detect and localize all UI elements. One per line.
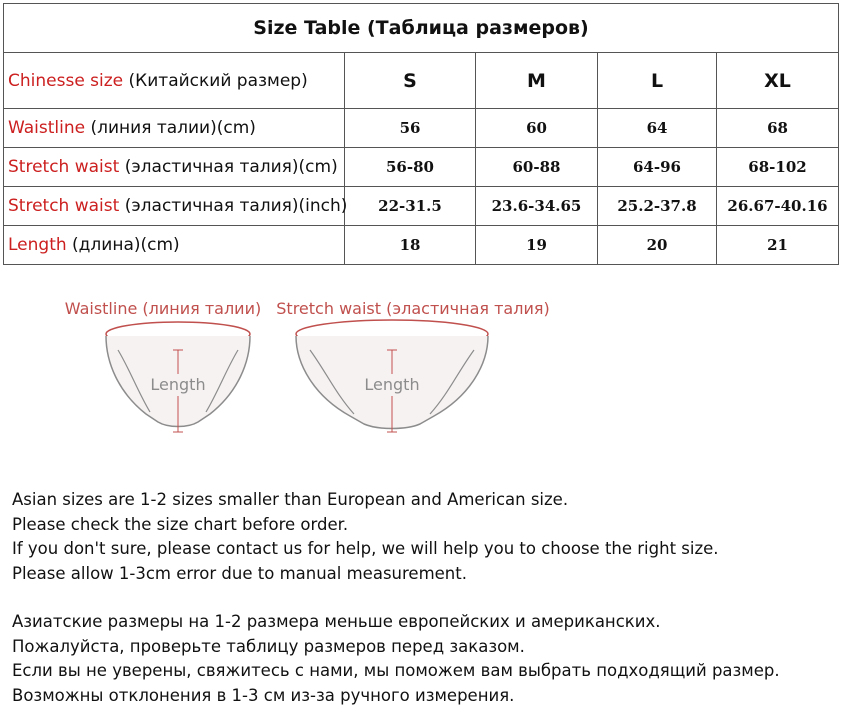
- table-cell: 23.6-34.65: [476, 187, 598, 226]
- table-row: [4, 187, 839, 226]
- waistline-caption: Waistline (линия талии): [64, 299, 262, 318]
- size-header-l: L: [598, 53, 717, 109]
- note-en-line: Asian sizes are 1-2 sizes smaller than European and American size.: [12, 490, 569, 509]
- size-table: [3, 3, 839, 265]
- size-header-s: S: [345, 53, 476, 109]
- table-cell: 26.67-40.16: [717, 187, 839, 226]
- table-cell: 22-31.5: [345, 187, 476, 226]
- label-en: Stretch waist: [8, 196, 120, 216]
- table-cell: 68-102: [717, 148, 839, 187]
- table-cell: 19: [476, 226, 598, 265]
- note-ru-line: Азиатские размеры на 1-2 размера меньше европейских и американских.: [12, 612, 661, 631]
- table-cell: 68: [717, 109, 839, 148]
- notes-spacer: [12, 586, 780, 610]
- row-label: [4, 226, 345, 265]
- table-cell: 60: [476, 109, 598, 148]
- label-en: Waistline: [8, 118, 86, 138]
- label-ru: (линия талии)(cm): [85, 118, 256, 138]
- note-en-line: Please check the size chart before order.: [12, 514, 349, 534]
- size-header-row: [4, 53, 839, 109]
- length-label-left: Length: [150, 375, 206, 394]
- stretch-waist-caption: Stretch waist (эластичная талия): [276, 299, 550, 318]
- label-en: Length: [8, 235, 67, 255]
- size-header-xl: XL: [717, 53, 839, 109]
- table-cell: 56: [345, 109, 476, 148]
- note-ru-line: Возможны отклонения в 1-3 см из-за ручного измерения.: [12, 685, 515, 705]
- table-row: [4, 148, 839, 187]
- briefs-illustration: [58, 292, 578, 442]
- label-en: Stretch waist: [8, 157, 120, 177]
- table-cell: 20: [598, 226, 717, 265]
- table-cell: 56-80: [345, 148, 476, 187]
- label-ru: (эластичная талия)(inch): [119, 196, 348, 216]
- note-en-line: Please allow 1-3cm error due to manual measurement.: [12, 563, 467, 583]
- label-en: Chinesse size: [8, 70, 124, 91]
- table-cell: 25.2-37.8: [598, 187, 717, 226]
- row-label: [4, 187, 348, 226]
- table-cell: 18: [345, 226, 476, 265]
- label-ru: (длина)(cm): [66, 235, 180, 255]
- label-ru: (Китайский размер): [123, 70, 308, 91]
- briefs-right: [276, 299, 549, 432]
- table-cell: 60-88: [476, 148, 598, 187]
- table-title-row: [4, 4, 839, 53]
- note-en-line: If you don't sure, please contact us for help, we will help you to choose the right size.: [12, 539, 719, 558]
- table-cell: 64: [598, 109, 717, 148]
- length-label-right: Length: [364, 375, 420, 394]
- table-cell: 64-96: [598, 148, 717, 187]
- label-ru: (эластичная талия)(cm): [119, 157, 338, 177]
- row-label: [4, 148, 345, 187]
- briefs-left: [65, 299, 261, 432]
- table-row: [4, 109, 839, 148]
- size-notes: [12, 488, 780, 708]
- table-title: Size Table (Таблица размеров): [4, 4, 839, 53]
- note-ru-line: Пожалуйста, проверьте таблицу размеров перед заказом.: [12, 636, 525, 656]
- table-cell: 21: [717, 226, 839, 265]
- size-header-m: M: [476, 53, 598, 109]
- table-row: [4, 226, 839, 265]
- row-label: [4, 109, 345, 148]
- size-header-label: [4, 53, 345, 109]
- note-ru-line: Если вы не уверены, свяжитесь с нами, мы поможем вам выбрать подходящий размер.: [12, 661, 780, 680]
